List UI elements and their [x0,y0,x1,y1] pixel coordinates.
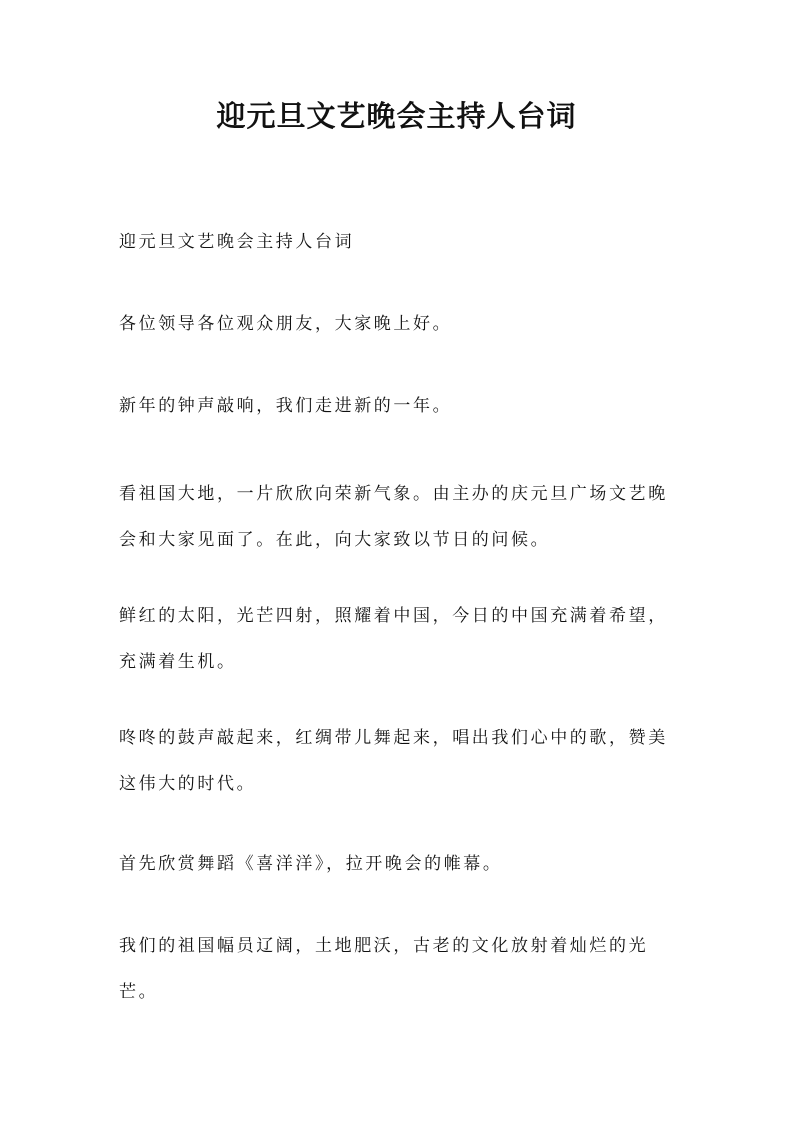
paragraph-drums: 咚咚的鼓声敲起来，红绸带儿舞起来，唱出我们心中的歌，赞美这伟大的时代。 [119,728,668,794]
paragraph-dance: 首先欣赏舞蹈《喜洋洋》，拉开晚会的帷幕。 [119,854,503,874]
paragraph-motherland: 看祖国大地，一片欣欣向荣新气象。由主办的庆元旦广场文艺晚会和大家见面了。在此，向大家致以节日的问候。 [119,484,668,550]
paragraph-new-year: 新年的钟声敲响，我们走进新的一年。 [119,396,453,416]
document-title: 迎元旦文艺晚会主持人台词 [216,99,577,133]
paragraph-subtitle: 迎元旦文艺晚会主持人台词 [119,232,355,252]
paragraph-sun: 鲜红的太阳，光芒四射，照耀着中国，今日的中国充满着希望，充满着生机。 [119,606,668,672]
paragraph-greeting: 各位领导各位观众朋友，大家晚上好。 [119,314,453,334]
paragraph-culture: 我们的祖国幅员辽阔，土地肥沃，古老的文化放射着灿烂的光芒。 [119,936,649,1002]
